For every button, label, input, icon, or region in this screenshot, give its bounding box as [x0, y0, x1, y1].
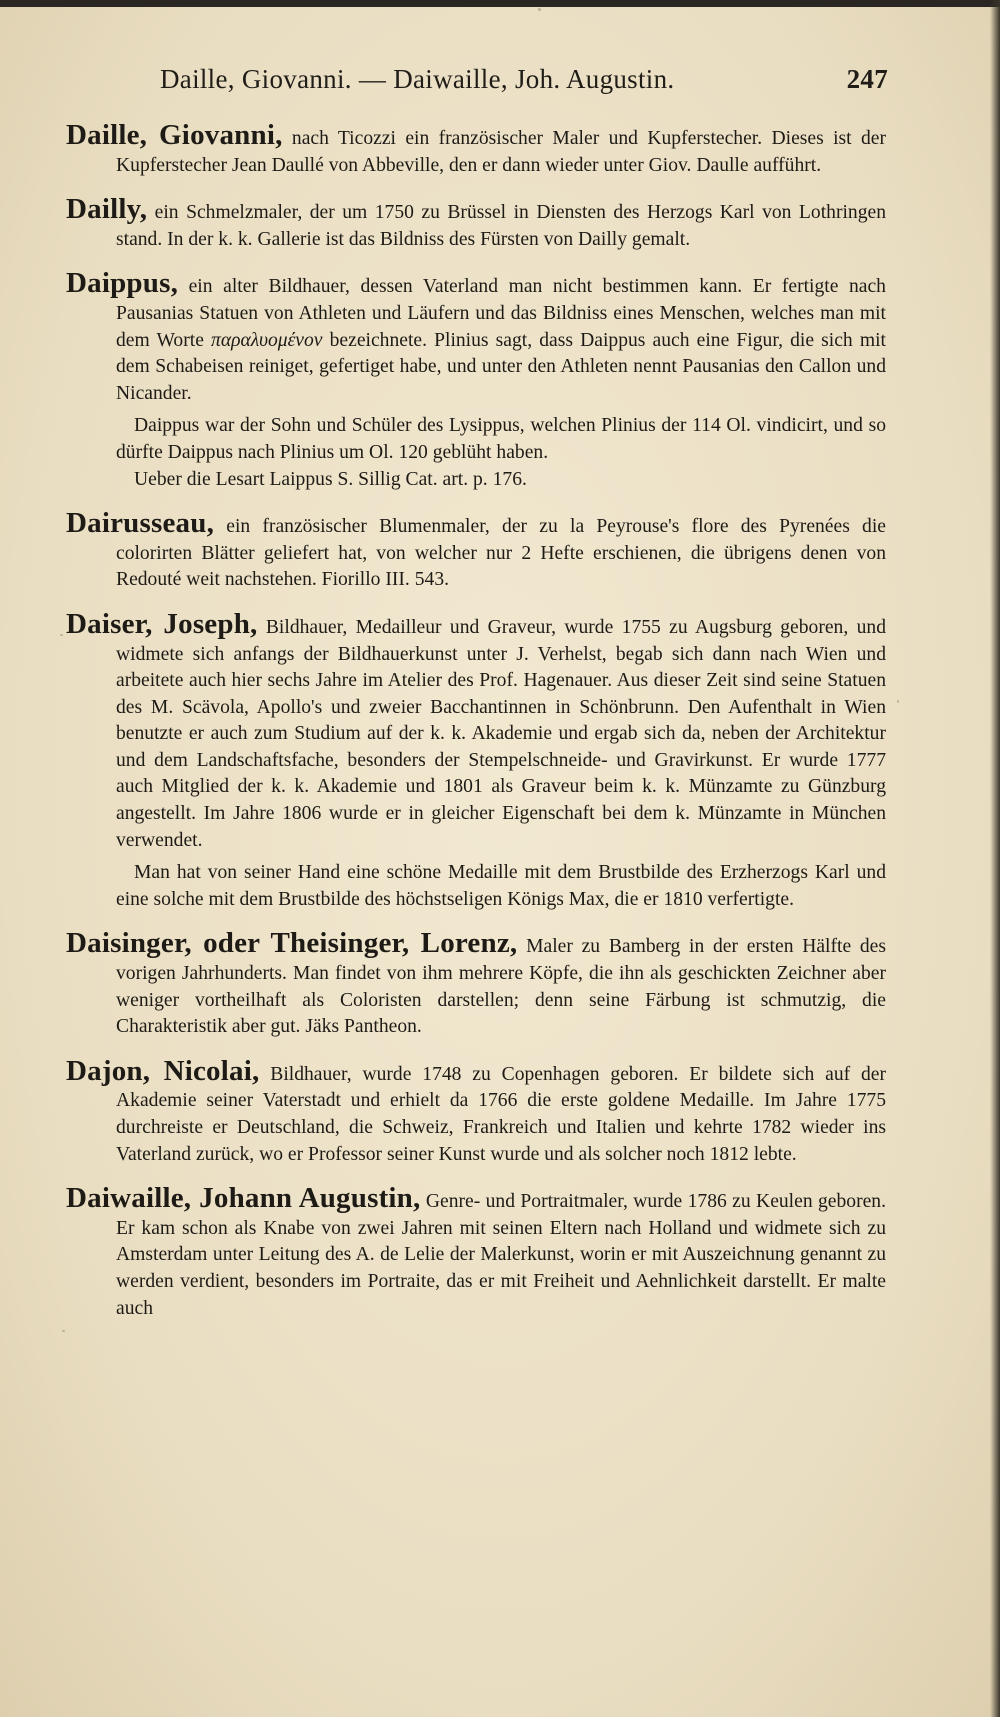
entry-headword: Dailly,: [66, 193, 148, 226]
paper-speck: [538, 8, 541, 11]
greek-word: παραλυομένον: [211, 329, 323, 351]
entry-headword: Daippus,: [66, 267, 179, 300]
entry-text: Genre- und Portraitmaler, wurde 1786 zu Keulen geboren. Er kam schon als Knabe von zwei Jahren mit seinen Eltern nach Holland und widmete sich zu Amsterdam unter Leitung des A. de Lelie der Malerkunst, worin er mit Auszeichnung genannt zu werden verdient, besonders im Portraite, das er mit Freiheit und Aehnlichkeit darstellt. Er malte auch: [116, 1191, 887, 1319]
dictionary-entries: [66, 119, 887, 1339]
page-right-edge: [990, 0, 1000, 1717]
entry-headword: Daiser, Joseph,: [66, 607, 258, 640]
entry-dailly: [66, 193, 886, 253]
entry-paragraph: Man hat von seiner Hand eine schöne Medaille mit dem Brustbilde des Erzherzogs Karl und eine solche mit dem Brustbilde des höchstseligen Königs Max, die er 1810 verfertigte.: [116, 862, 886, 910]
entry-dairusseau: [66, 507, 886, 594]
entry-daiser: [66, 607, 886, 914]
entry-daiwaille: [66, 1182, 887, 1322]
entry-paragraph: Daippus war der Sohn und Schüler des Lysippus, welchen Plinius der 114 Ol. vindicirt, und so dürfte Daippus nach Plinius um Ol. 120 geblüht haben.: [116, 415, 886, 463]
entry-text: ein alter Bildhauer, dessen Vaterland man nicht bestimmen kann. Er fertigte nach Pausanias Statuen von Athleten und Läufern und das Bildniss eines Menschen, welches man mit dem Worte: [116, 276, 886, 351]
entry-daille: [66, 119, 886, 179]
page-number: 247: [846, 64, 888, 94]
entry-headword: Daisinger, oder Theisinger, Lorenz,: [66, 927, 518, 960]
page-top-edge: [0, 0, 1000, 7]
entry-text: Bildhauer, Medailleur und Graveur, wurde 1755 zu Augsburg geboren, und widmete sich anfangs der Bildhauerkunst unter J. Verhelst, begab sich dann nach Wien und arbeitete auch hier sechs Jahre im Atelier des Prof. Hagenauer. Aus dieser Zeit sind seine Statuen des M. Scävola, Apollo's und zweier Bacchantinnen in Schönbrunn. Den Aufenthalt in Wien benutzte er auch zum Studium auf der k. k. Akademie und ergab sich da, neben der Architektur und dem Landschaftsfache, besonders der Stempelschneide- und Gravirkunst. Er wurde 1777 auch Mitglied der k. k. Akademie und 1801 als Graveur beim k. k. Münzamte zu Günzburg angestellt. Im Jahre 1806 wurde er in gleicher Eigenschaft bei dem k. Münzamte in München verwendet.: [116, 616, 886, 851]
entry-text: Maler zu Bamberg in der ersten Hälfte des vorigen Jahrhunderts. Man findet von ihm mehrere Köpfe, die ihn als geschickten Zeichner aber weniger vortheilhaft als Coloristen darstellen; denn seine Färbung ist schmutzig, die Charakteristik aber gut. Jäks Pantheon.: [116, 936, 887, 1038]
entry-daisinger: [66, 927, 887, 1040]
entry-headword: Dajon, Nicolai,: [66, 1054, 260, 1087]
running-head-title: Daille, Giovanni. — Daiwaille, Joh. Augustin.: [160, 64, 675, 94]
running-head: [160, 64, 888, 104]
paper-speck: [62, 1330, 65, 1332]
entry-text: Bildhauer, wurde 1748 zu Copenhagen geboren. Er bildete sich auf der Akademie seiner Vaterstadt und erhielt da 1766 die erste goldene Medaille. Im Jahre 1775 durchreiste er Deutschland, die Schweiz, Frankreich und Italien und kehrte 1782 wieder ins Vaterland zurück, wo er Professor seiner Kunst wurde und als solcher noch 1812 lebte.: [116, 1063, 886, 1165]
entry-text-continued: bezeichnete. Plinius sagt, dass Daippus auch eine Figur, die sich mit dem Schabeisen reiniget, gefertiget habe, und unter den Athleten nennt Pausanias den Callon und Nicander.: [116, 329, 886, 404]
entry-reference: Ueber die Lesart Laippus S. Sillig Cat. art. p. 176.: [134, 468, 527, 490]
entry-text: nach Ticozzi ein französischer Maler und Kupferstecher. Dieses ist der Kupferstecher Jean Daullé von Abbeville, den er dann wieder unter Giov. Daulle aufführt.: [116, 128, 886, 176]
paper-speck: [60, 634, 63, 636]
entry-headword: Daille, Giovanni,: [66, 119, 283, 151]
entry-text: ein Schmelzmaler, der um 1750 zu Brüssel in Diensten des Herzogs Karl von Lothringen stand. In der k. k. Gallerie ist das Bildniss des Fürsten von Dailly gemalt.: [116, 202, 886, 250]
entry-daippus: [66, 267, 886, 493]
entry-dajon: [66, 1054, 886, 1168]
entry-text: ein französischer Blumenmaler, der zu la Peyrouse's flore des Pyrenées die colorirten Blätter geliefert hat, von welcher nur 2 Hefte erschienen, die übrigens denen von Redouté weit nachstehen. Fiorillo III. 543.: [116, 516, 886, 591]
entry-headword: Daiwaille, Johann Augustin,: [66, 1182, 421, 1215]
entry-headword: Dairusseau,: [66, 507, 215, 540]
paper-speck: [897, 700, 899, 703]
